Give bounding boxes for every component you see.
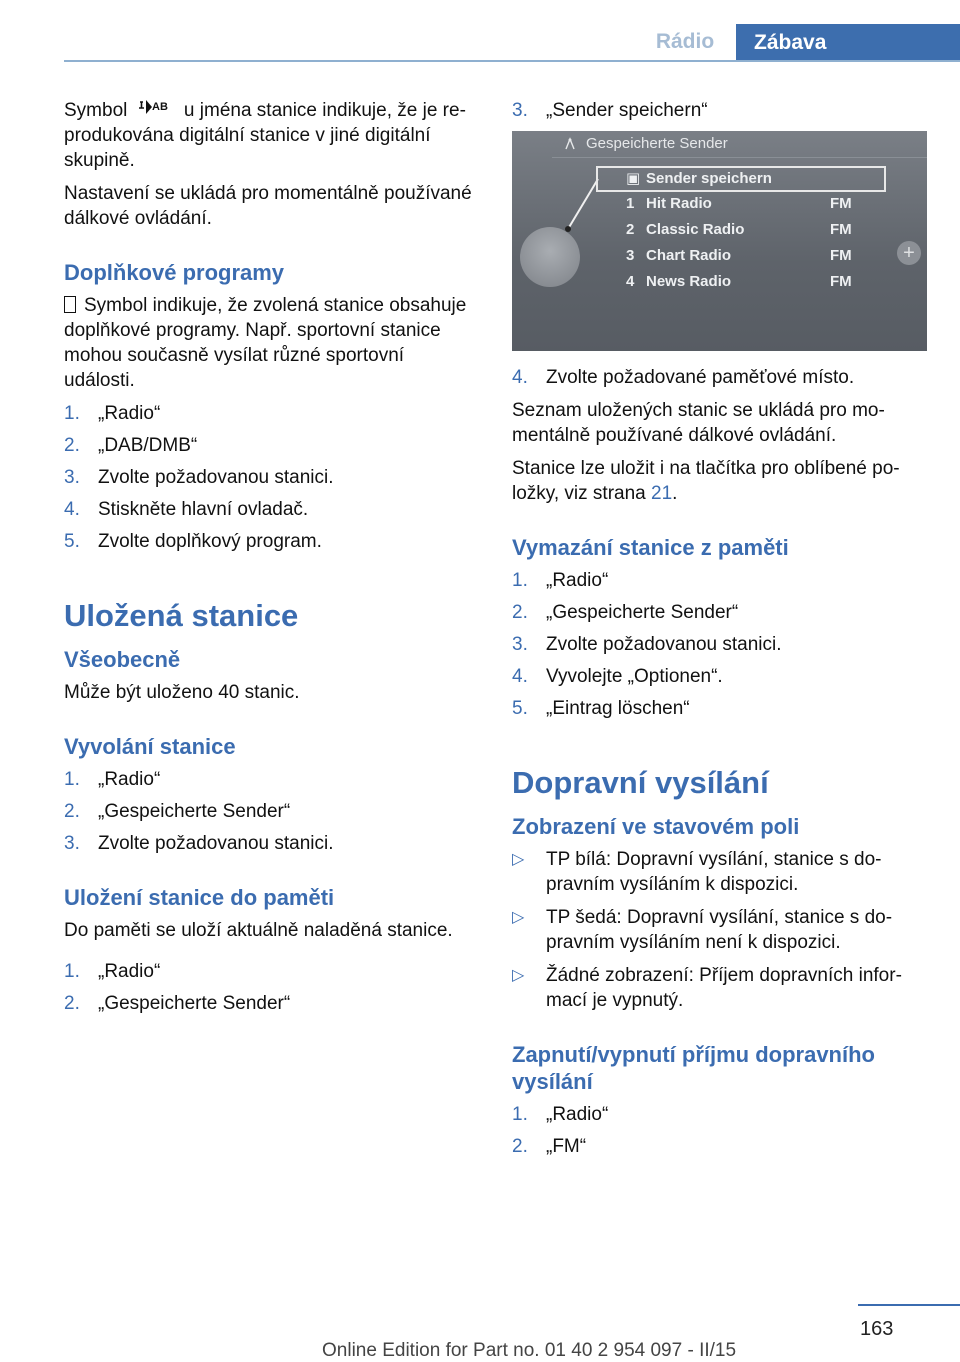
- list-item: [64, 497, 476, 522]
- list-item: [64, 433, 476, 458]
- list-item: [64, 959, 476, 984]
- addon-paragraph: [64, 293, 476, 393]
- step-text: „FM“: [546, 1136, 587, 1157]
- step-text: „Radio“: [546, 570, 609, 591]
- step-number: 2.: [512, 1136, 528, 1157]
- page-number: 163: [860, 1318, 894, 1340]
- step-number: 1.: [64, 769, 80, 790]
- list-item: [64, 831, 476, 856]
- list-item: [64, 465, 476, 490]
- page-header: [0, 24, 960, 62]
- step-text: Zvolte požadovanou stanici.: [98, 833, 334, 854]
- step-number: 1.: [64, 403, 80, 424]
- step-number: 2.: [64, 993, 80, 1014]
- step-text: „Eintrag löschen“: [546, 698, 690, 719]
- screen-row[interactable]: [626, 195, 852, 212]
- screen-row-label: Chart Radio: [646, 247, 732, 264]
- list-item: [512, 905, 924, 955]
- screen-row-label: Classic Radio: [646, 221, 745, 238]
- dab-icon: [137, 98, 175, 120]
- bullet-text: Žádné zobrazení: Příjem dopravních informací je vypnutý.: [546, 965, 902, 1011]
- list-item: [512, 1134, 924, 1159]
- addon-steps: [64, 401, 476, 554]
- screen-row-index: 4: [626, 273, 635, 290]
- store-heading: Uložení stanice do paměti: [64, 885, 335, 910]
- intro-pre: Symbol: [64, 100, 133, 121]
- step-number: 2.: [512, 602, 528, 623]
- tab-radio[interactable]: Rádio: [655, 30, 715, 53]
- step-number: 3.: [512, 634, 528, 655]
- screen-row-index: 3: [626, 247, 635, 264]
- plus-icon: +: [897, 241, 921, 265]
- list-item: [64, 991, 476, 1016]
- step-text: „Gespeicherte Sender“: [546, 602, 739, 623]
- screen-row[interactable]: [626, 273, 852, 290]
- step-number: 1.: [64, 961, 80, 982]
- header-rule: [64, 60, 960, 62]
- bullet-triangle-icon: ▷: [512, 851, 525, 868]
- screen-title: Gespeicherte Sender: [586, 135, 728, 152]
- screen-row-save[interactable]: [626, 169, 772, 187]
- list-item: [512, 568, 924, 593]
- list-item: [512, 600, 924, 625]
- step-number: 1.: [512, 570, 528, 591]
- list-item: [512, 365, 924, 390]
- svg-text:AB: AB: [151, 101, 168, 113]
- recall-steps: [64, 767, 476, 856]
- step-number: 2.: [64, 801, 80, 822]
- note-paragraph: Nastavení se ukládá pro momentálně používané dálkové ovládání.: [64, 183, 472, 229]
- delete-heading: Vymazání stanice z paměti: [512, 535, 789, 560]
- bullet-text: TP šedá: Dopravní vysílání, stanice s dopravním vysíláním není k dispozici.: [546, 907, 893, 953]
- list-item: [512, 963, 924, 1013]
- delete-steps: [512, 568, 924, 721]
- intro-post: u jména stanice indikuje, že je reprodukována digitální stanice v jiné digitální skupině.: [64, 100, 466, 171]
- general-paragraph: Může být uloženo 40 stanic.: [64, 682, 300, 703]
- bullet-text: TP bílá: Dopravní vysílání, stanice s dopravním vysíláním k dispozici.: [546, 849, 882, 895]
- screen-row-band: FM: [830, 221, 852, 238]
- recall-heading: Vyvolání stanice: [64, 734, 236, 759]
- store-steps-continued: [512, 98, 924, 123]
- addon-heading: Doplňkové programy: [64, 260, 285, 285]
- addon-text: Symbol indikuje, že zvolená stanice obsahuje doplňkové programy. Např. sportovní stanice mohou současně vysílat různé sportovní události.: [64, 295, 467, 391]
- list-item: [512, 632, 924, 657]
- step-number: 2.: [64, 435, 80, 456]
- screen-row-band: FM: [830, 247, 852, 264]
- step-number: 4.: [512, 666, 528, 687]
- step-number: 4.: [64, 499, 80, 520]
- screen-row[interactable]: [626, 221, 852, 238]
- addon-program-icon: [64, 296, 76, 313]
- store-paragraph: Do paměti se uloží aktuálně naladěná stanice.: [64, 920, 453, 941]
- status-bullets: [512, 847, 924, 1013]
- tab-zabava[interactable]: Zábava: [736, 24, 960, 62]
- status-heading: Zobrazení ve stavovém poli: [512, 814, 800, 839]
- step-number: 1.: [512, 1104, 528, 1125]
- edition-text: Online Edition for Part no. 01 40 2 954 097 - II/15: [322, 1340, 737, 1361]
- store-steps-final: [512, 365, 924, 390]
- step-text: Stiskněte hlavní ovladač.: [98, 499, 309, 520]
- intro-paragraph: [64, 98, 476, 173]
- screen-row-band: FM: [830, 195, 852, 212]
- list-note-paragraph: Seznam uložených stanic se ukládá pro momentálně používané dálkové ovládání.: [512, 400, 885, 446]
- step-number: 3.: [512, 100, 528, 121]
- toggle-steps: [512, 1102, 924, 1159]
- step-number: 3.: [64, 467, 80, 488]
- step-text: Zvolte požadovanou stanici.: [546, 634, 782, 655]
- screen-row-index: 2: [626, 221, 635, 238]
- list-item: [64, 767, 476, 792]
- list-item: [512, 696, 924, 721]
- step-text: Zvolte požadované paměťové místo.: [546, 367, 855, 388]
- screen-row-index: 1: [626, 195, 635, 212]
- step-text: „Radio“: [98, 961, 161, 982]
- list-item: [512, 847, 924, 897]
- screen-row[interactable]: [626, 247, 852, 264]
- step-text: Zvolte požadovanou stanici.: [98, 467, 334, 488]
- screen-row-label: Sender speichern: [646, 170, 772, 187]
- list-item: [512, 98, 924, 123]
- list-item: [512, 664, 924, 689]
- step-number: 4.: [512, 367, 528, 388]
- list-item: [512, 1102, 924, 1127]
- saved-stations-heading: Uložená stanice: [64, 598, 299, 633]
- screen-row-label: Hit Radio: [646, 195, 712, 212]
- screen-row-label: News Radio: [646, 273, 732, 290]
- list-item: [64, 401, 476, 426]
- step-number: 5.: [512, 698, 528, 719]
- favorites-paragraph: [512, 456, 924, 506]
- footer-rule: [858, 1304, 960, 1306]
- step-text: „Gespeicherte Sender“: [98, 993, 291, 1014]
- step-text: „Gespeicherte Sender“: [98, 801, 291, 822]
- favorites-text: Stanice lze uložit i na tlačítka pro oblíbené položky, viz strana: [512, 458, 900, 504]
- page-link[interactable]: 21: [651, 483, 673, 504]
- save-icon: ▣: [626, 170, 641, 187]
- step-text: „Radio“: [98, 769, 161, 790]
- step-text: „Radio“: [98, 403, 161, 424]
- bullet-triangle-icon: ▷: [512, 967, 525, 984]
- store-steps: [64, 959, 476, 1016]
- list-item: [64, 799, 476, 824]
- step-text: „Sender speichern“: [546, 100, 708, 121]
- general-heading: Všeobecně: [64, 647, 181, 672]
- step-text: Vyvolejte „Optionen“.: [546, 666, 723, 687]
- step-text: „DAB/DMB“: [98, 435, 198, 456]
- idrive-screen-image: [512, 131, 927, 351]
- step-number: 5.: [64, 531, 80, 552]
- step-number: 3.: [64, 833, 80, 854]
- favorites-text-end: .: [672, 483, 678, 504]
- left-column: [64, 98, 476, 1024]
- screen-row-band: FM: [830, 273, 852, 290]
- traffic-heading: Dopravní vysílání: [512, 765, 769, 800]
- step-text: Zvolte doplňkový program.: [98, 531, 322, 552]
- step-text: „Radio“: [546, 1104, 609, 1125]
- controller-knob-icon: [520, 227, 580, 287]
- bullet-triangle-icon: ▷: [512, 909, 525, 926]
- right-column: [512, 98, 924, 1167]
- list-item: [64, 529, 476, 554]
- toggle-heading: Zapnutí/vypnutí příjmu dopravního vysílání: [512, 1042, 875, 1094]
